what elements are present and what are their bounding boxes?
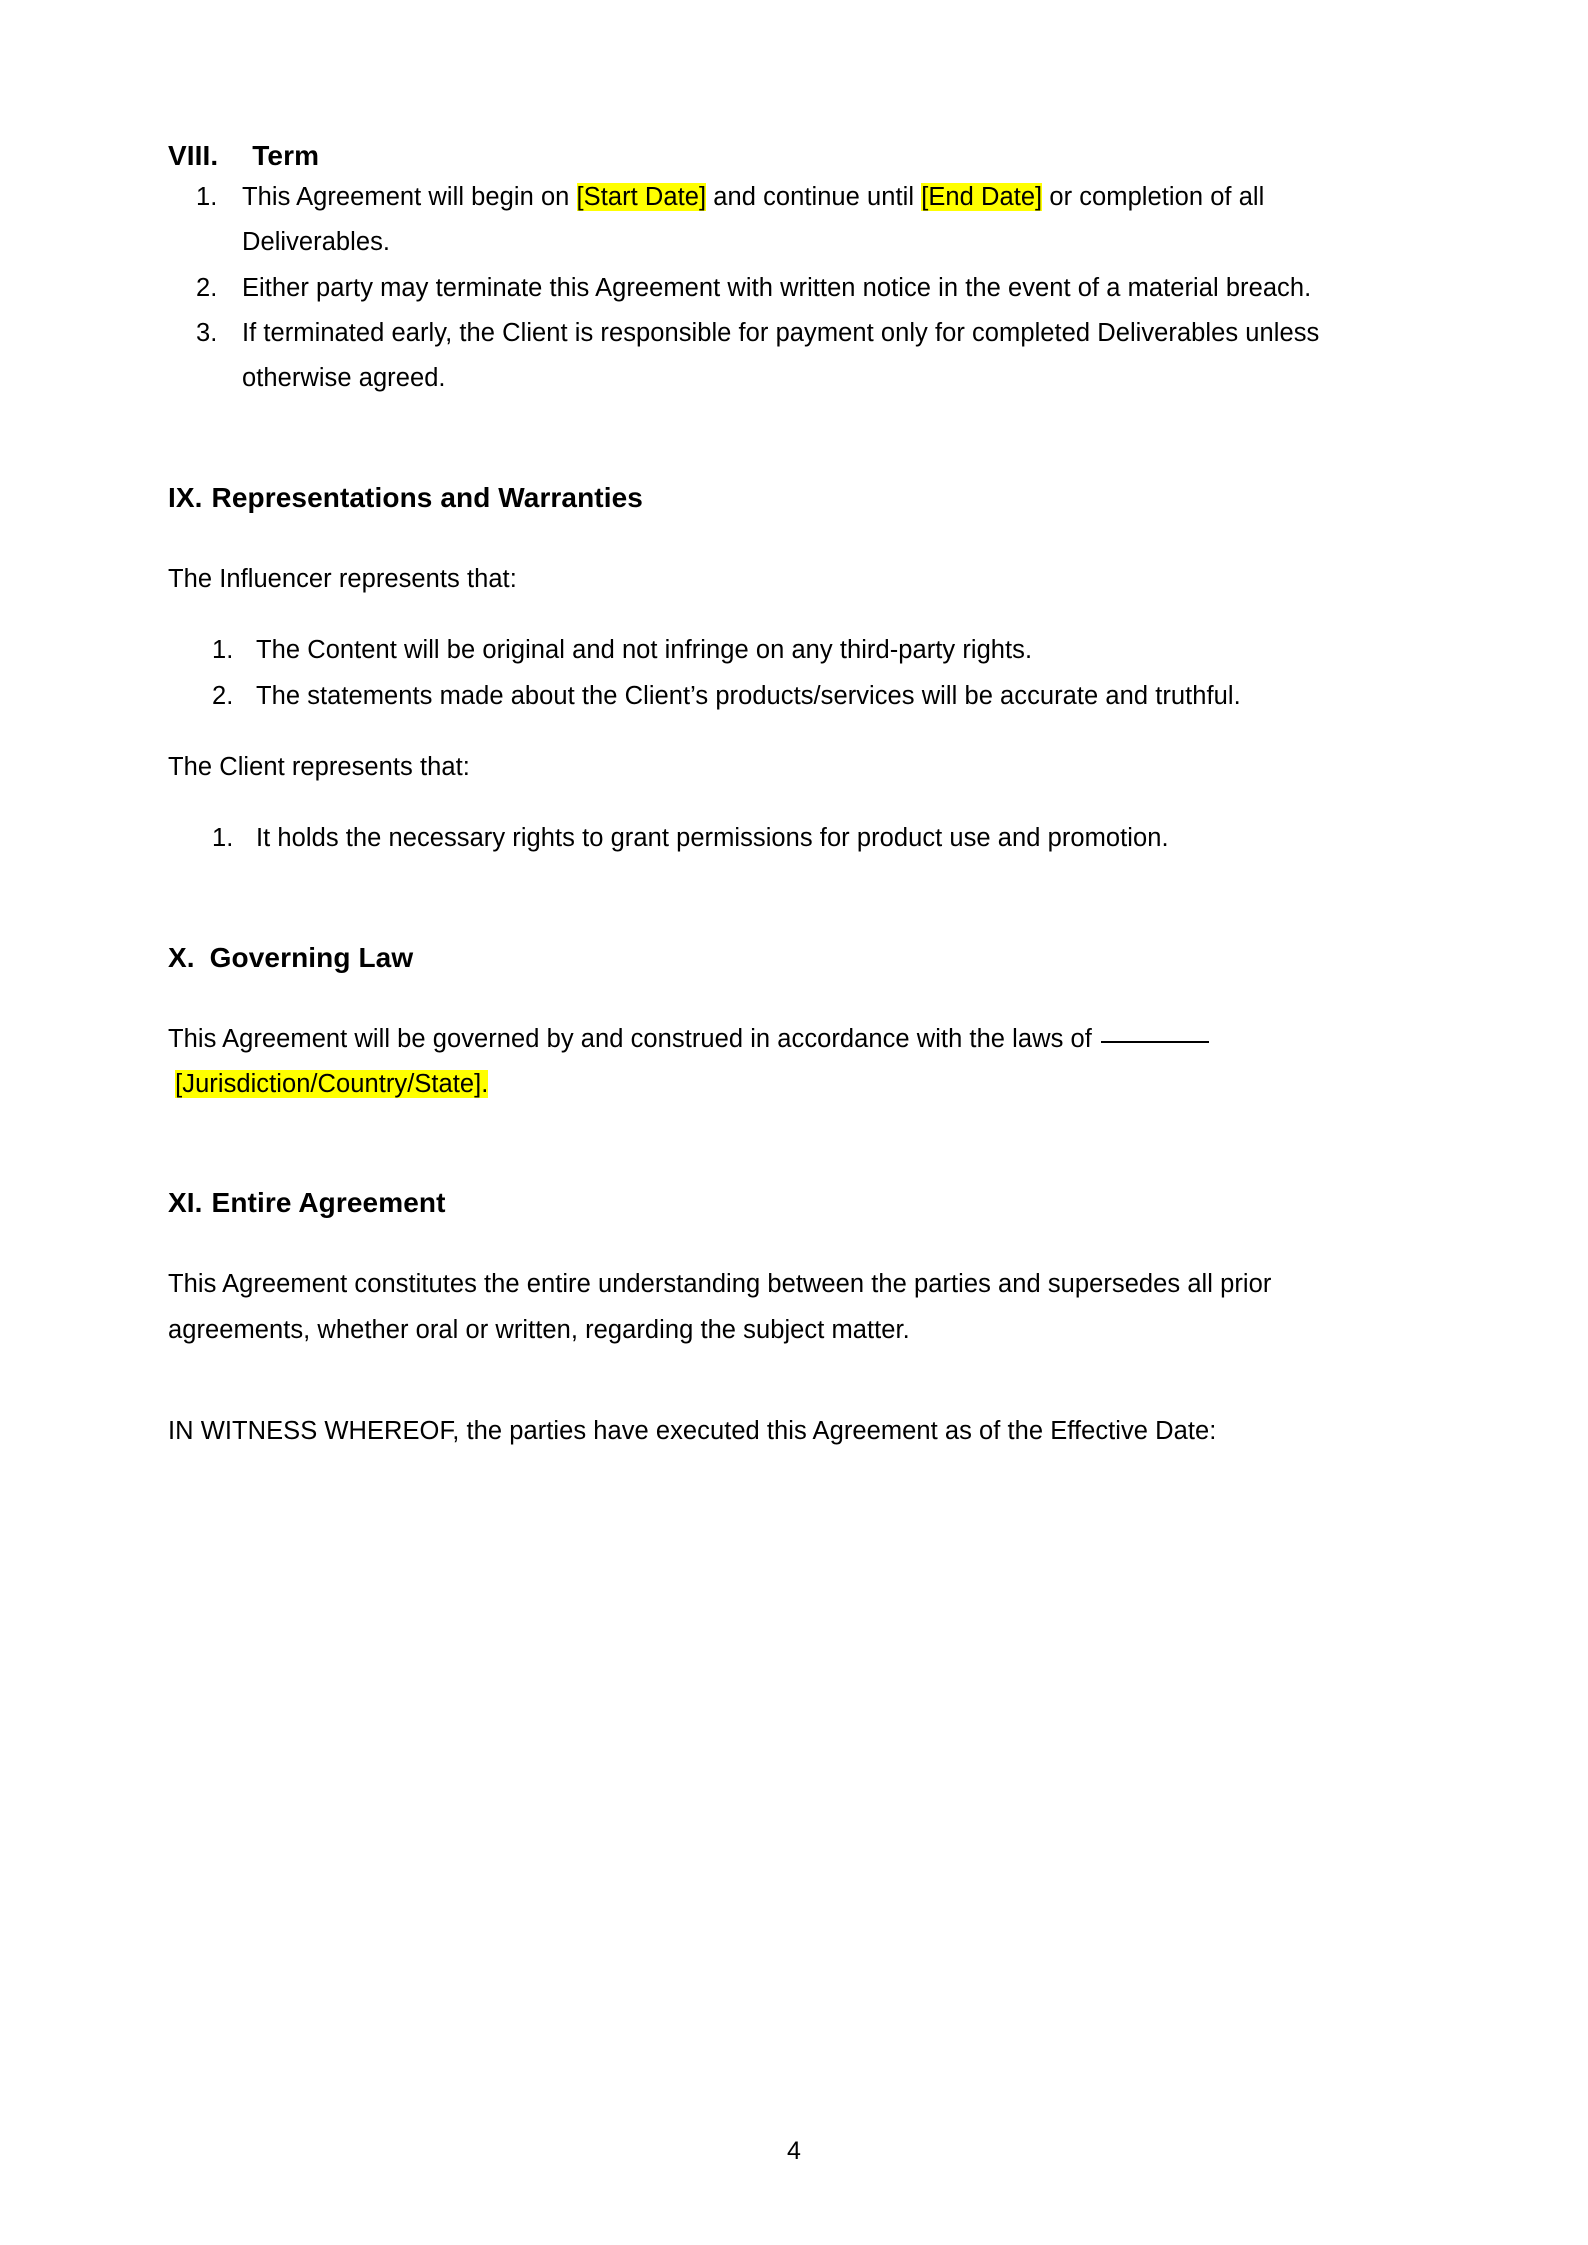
list-spacer bbox=[168, 719, 1403, 745]
section-spacer bbox=[168, 1107, 1403, 1185]
list-item bbox=[212, 816, 1403, 861]
list-item-text: Either party may terminate this Agreement with written notice in the event of a material breach. bbox=[242, 273, 1312, 302]
heading-term-title: Term bbox=[252, 140, 320, 171]
highlight-start-date: [Start Date] bbox=[576, 182, 707, 211]
heading-spacer bbox=[168, 1222, 1403, 1262]
influencer-lead-text: The Influencer represents that: bbox=[168, 564, 517, 593]
list-item bbox=[196, 311, 1403, 402]
witness-paragraph: IN WITNESS WHEREOF, the parties have executed this Agreement as of the Effective Date: bbox=[168, 1417, 1217, 1446]
highlight-jurisdiction: [Jurisdiction/Country/State]. bbox=[175, 1069, 489, 1098]
heading-representations bbox=[168, 480, 1403, 517]
list-marker: 1. bbox=[196, 182, 218, 211]
client-representations-list bbox=[168, 816, 1403, 861]
list-marker: 3. bbox=[196, 319, 218, 348]
list-item bbox=[212, 674, 1403, 719]
list-marker: 2. bbox=[212, 681, 234, 710]
heading-governing-law-title: Governing Law bbox=[209, 941, 414, 973]
paragraph-spacer bbox=[168, 790, 1403, 816]
list-item bbox=[196, 175, 1403, 266]
heading-entire-agreement-title: Entire Agreement bbox=[211, 1187, 446, 1219]
list-marker: 2. bbox=[196, 273, 218, 302]
heading-entire-agreement bbox=[168, 1185, 1403, 1222]
heading-representations-numeral: IX. bbox=[168, 481, 203, 513]
document-body bbox=[168, 138, 1403, 1454]
client-lead-text: The Client represents that: bbox=[168, 752, 470, 781]
list-item-text: It holds the necessary rights to grant permissions for product use and promotion. bbox=[256, 824, 1169, 853]
heading-term-numeral: VIII. bbox=[168, 140, 219, 171]
entire-agreement-paragraph: This Agreement constitutes the entire understanding between the parties and supersedes all prior agreements, whether oral or written, regarding the subject matter. bbox=[168, 1270, 1272, 1344]
list-marker: 1. bbox=[212, 824, 234, 853]
list-marker: 1. bbox=[212, 636, 234, 665]
heading-spacer bbox=[168, 517, 1403, 557]
section-spacer bbox=[168, 862, 1403, 940]
governing-law-paragraph: This Agreement will be governed by and construed in accordance with the laws of [Jurisdiction/Country/State]. bbox=[168, 1017, 1403, 1108]
heading-term bbox=[168, 138, 1403, 175]
section-spacer bbox=[168, 402, 1403, 480]
list-item bbox=[196, 266, 1403, 311]
paragraph-spacer bbox=[168, 602, 1403, 628]
paragraph-spacer bbox=[168, 1353, 1403, 1409]
list-item-text: If terminated early, the Client is responsible for payment only for completed Deliverables unless otherwise agreed. bbox=[242, 319, 1320, 393]
list-item-text: The Content will be original and not infringe on any third-party rights. bbox=[256, 636, 1033, 665]
list-item bbox=[212, 628, 1403, 673]
heading-representations-title: Representations and Warranties bbox=[211, 481, 643, 513]
influencer-representations-list bbox=[168, 628, 1403, 719]
term-list bbox=[168, 175, 1403, 402]
page-number: 4 bbox=[787, 2137, 801, 2165]
list-item-text: This Agreement will begin on [Start Date] and continue until [End Date] or completion of all Deliverables. bbox=[242, 182, 1265, 257]
jurisdiction-blank-line bbox=[1101, 1041, 1209, 1043]
list-item-text: The statements made about the Client’s products/services will be accurate and truthful. bbox=[256, 681, 1241, 710]
heading-spacer bbox=[168, 977, 1403, 1017]
heading-governing-law bbox=[168, 940, 1403, 977]
heading-entire-agreement-numeral: XI. bbox=[168, 1187, 203, 1219]
heading-governing-law-numeral: X. bbox=[168, 941, 195, 973]
highlight-end-date: [End Date] bbox=[921, 182, 1043, 211]
